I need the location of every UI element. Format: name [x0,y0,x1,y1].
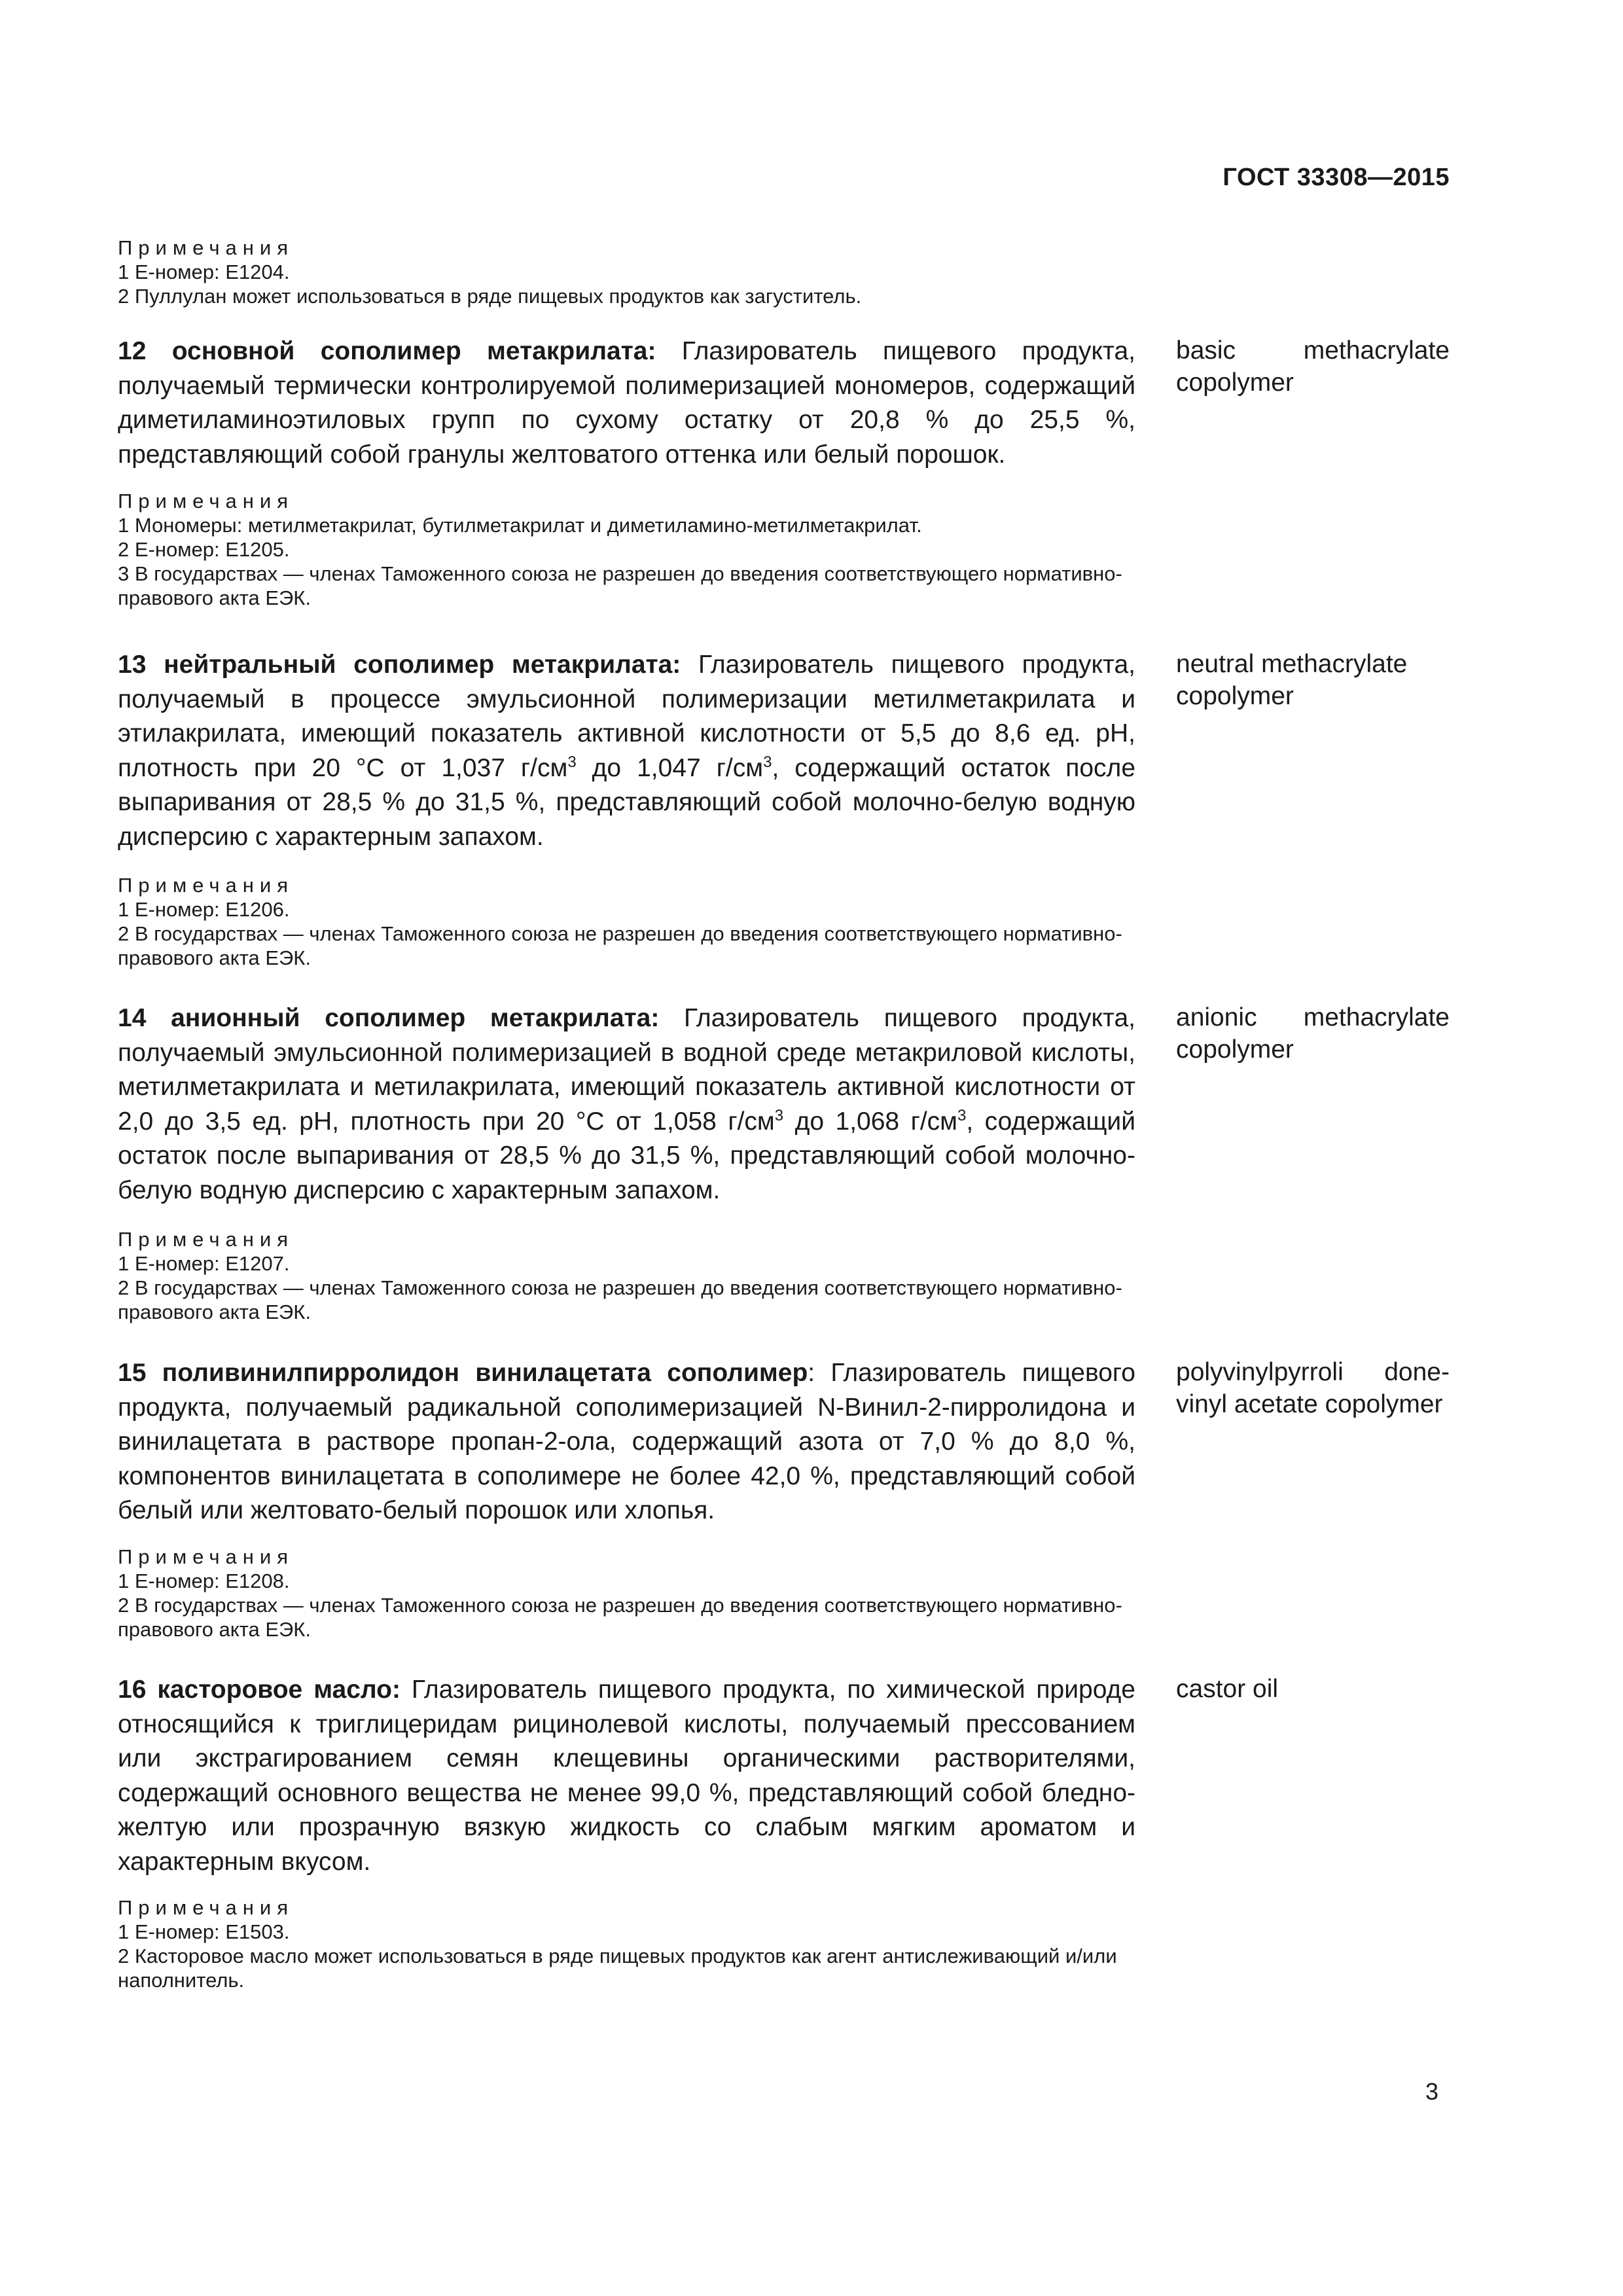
definition-text: , содержащий остаток после выпаривания от 28,5 % до 31,5 %, представляющий собой молочно-белую водную дисперсию с характерным запахом. [118,753,1136,851]
notes-title: Примечания [118,1228,294,1251]
notes-title: Примечания [118,490,294,512]
term-entry-15 [118,1356,1450,1528]
term-entry-14 [118,1001,1450,1208]
english-term: neutral methacrylate copolymer [1176,650,1408,710]
document-number: ГОСТ 33308—2015 [1222,164,1450,191]
definition-text: , содержащий остаток после выпаривания от 28,5 % до 31,5 %, представляющий собой молочно-белую водную дисперсию с характерным запахом. [118,1107,1135,1204]
term-entry-12 [118,334,1450,472]
term-definition [118,648,1135,854]
definition-text: Глазирователь пищевого продукта, получаемый термически контролируемой полимеризацией мономеров, содержащий диметиламиноэтиловых групп по сухому остатку от 20,8 % до 25,5 %, представляющий собой гранулы желтоватого оттенка или белый порошок. [118,337,1135,469]
note-line: 2 Касторовое масло может использоваться в ряде пищевых продуктов как агент антислеживающий и/или наполнитель. [118,1945,1117,1992]
english-term: polyvinylpyrroli done-vinyl acetate copolymer [1176,1358,1450,1418]
definition-text: Глазирователь пищевого продукта, получаемый эмульсионной полимеризацией в водной среде метакриловой кислоты, метилметакрилата и метилакрилата, имеющий показатель активной кислотности от 2,0 до 3,5 ед. pH, плотность при 20 °С от 1,058 г/см [118,1004,1136,1136]
definition-text: : Глазирователь пищевого продукта, получаемый радикальной сополимеризацией N-Винил-2-пирролидона и винилацетата в растворе пропан-2-ола, содержащий азота от 7,0 % до 8,0 %, компонентов винилацетата в сополимере не более 42,0 %, представляющий собой белый или желтовато-белый порошок или хлопья. [118,1359,1135,1524]
term-name: 16 касторовое масло: [118,1676,401,1704]
english-term: anionic methacrylate copolymer [1176,1003,1450,1064]
term-name: 14 анионный сополимер метакрилата: [118,1004,660,1032]
term-entry-13 [118,648,1450,854]
note-line: 3 В государствах — членах Таможенного союза не разрешен до введения соответствующего нормативно-правового акта ЕЭК. [118,562,1122,609]
definition-text: до 1,068 г/см [783,1107,957,1136]
top-notes [118,236,1126,308]
notes-13 [118,873,1126,970]
superscript: 3 [567,753,577,771]
note-line: 2 Пуллулан может использоваться в ряде пищевых продуктов как загуститель. [118,285,862,308]
notes-title: Примечания [118,236,294,259]
term-name: 15 поливинилпирролидон винилацетата сополимер [118,1359,808,1387]
superscript: 3 [774,1106,784,1124]
definition-text: Глазирователь пищевого продукта, получаемый в процессе эмульсионной полимеризации метилметакрилата и этилакрилата, имеющий показатель активной кислотности от 5,5 до 8,6 ед. pH, плотность при 20 °С от 1,037 г/см [118,651,1135,782]
notes-title: Примечания [118,1545,294,1568]
note-line: 2 В государствах — членах Таможенного союза не разрешен до введения соответствующего нормативно-правового акта ЕЭК. [118,1594,1122,1641]
term-definition [118,1356,1135,1528]
note-line: 1 Е-номер: Е1207. [118,1252,290,1275]
term-name: 13 нейтральный сополимер метакрилата: [118,651,681,679]
notes-14 [118,1227,1126,1324]
note-line: 1 Е-номер: Е1204. [118,260,290,283]
english-term: basic methacrylate copolymer [1176,336,1450,397]
term-definition [118,334,1135,472]
note-line: 2 В государствах — членах Таможенного союза не разрешен до введения соответствующего нормативно-правового акта ЕЭК. [118,922,1122,969]
note-line: 1 Е-номер: Е1208. [118,1570,290,1592]
term-name: 12 основной сополимер метакрилата: [118,337,656,365]
notes-title: Примечания [118,1896,294,1919]
definition-text: Глазирователь пищевого продукта, по химической природе относящийся к триглицеридам рицинолевой кислоты, получаемый прессованием или экстрагированием семян клещевины органическими растворителями, содержащий основного вещества не менее 99,0 %, представляющий собой бледно-желтую или прозрачную вязкую жидкость со слабым мягким ароматом и характерным вкусом. [118,1676,1135,1876]
note-line: 1 Е-номер: Е1206. [118,898,290,921]
term-entry-16 [118,1673,1450,1879]
term-definition [118,1673,1135,1879]
superscript: 3 [763,753,772,771]
english-term: castor oil [1176,1675,1279,1703]
notes-title: Примечания [118,874,294,897]
note-line: 2 Е-номер: Е1205. [118,538,290,561]
note-line: 1 Мономеры: метилметакрилат, бутилметакрилат и диметиламино-метилметакрилат. [118,514,922,537]
term-definition [118,1001,1135,1208]
superscript: 3 [957,1106,967,1124]
notes-16 [118,1895,1126,1992]
note-line: 2 В государствах — членах Таможенного союза не разрешен до введения соответствующего нормативно-правового акта ЕЭК. [118,1276,1122,1323]
page-number: 3 [1425,2078,1438,2105]
notes-12 [118,489,1126,610]
definition-text: до 1,047 г/см [576,753,764,782]
notes-15 [118,1545,1126,1641]
note-line: 1 Е-номер: Е1503. [118,1920,290,1943]
